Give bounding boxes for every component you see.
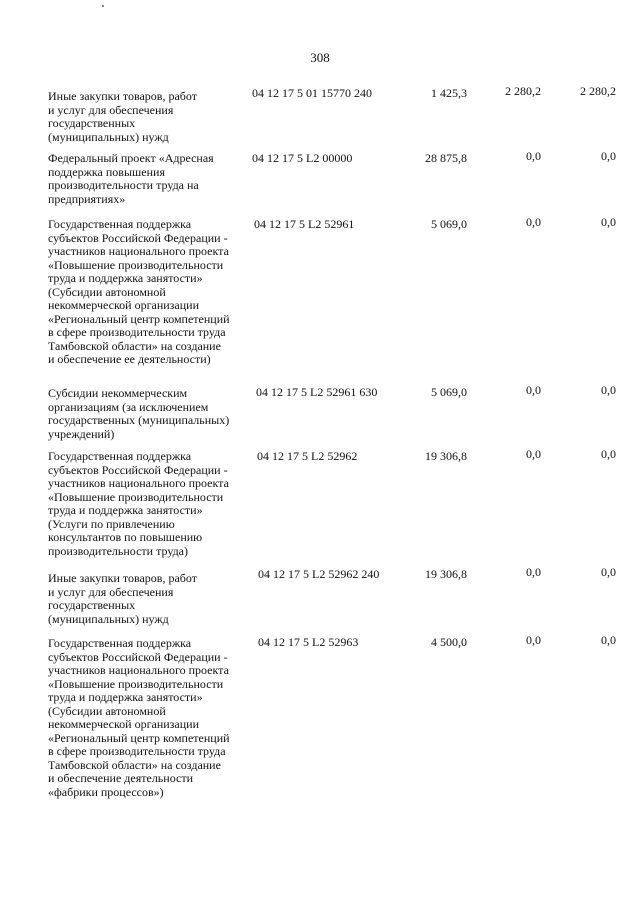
budget-classification-code: 04 12 17 5 L2 52963	[258, 635, 359, 649]
amount-2: 2 280,2	[505, 84, 541, 98]
budget-classification-code: 04 12 17 5 L2 52961 630	[256, 385, 378, 399]
description-line: некоммерческой организации	[48, 717, 200, 731]
description-line: «фабрики процессов»)	[48, 784, 164, 799]
description-line: «Региональный центр компетенций	[48, 311, 230, 326]
description-line: учреждений)	[48, 426, 115, 441]
description-line: некоммерческой организации	[48, 298, 200, 312]
description-line: государственных	[48, 598, 136, 612]
description-line: субъектов Российской Федерации -	[48, 462, 228, 477]
amount-3: 0,0	[601, 215, 616, 229]
amount-1: 5 069,0	[431, 385, 467, 399]
row-description	[48, 387, 260, 441]
row-description	[48, 152, 260, 206]
row-description	[48, 90, 260, 144]
budget-classification-code: 04 12 17 5 01 15770 240	[252, 86, 372, 100]
amount-1: 19 306,8	[425, 567, 467, 581]
description-line: (Субсидии автономной	[48, 284, 166, 299]
amount-3: 0,0	[601, 447, 616, 461]
description-line: консультантов по повышению	[48, 530, 203, 544]
budget-classification-code: 04 12 17 5 L2 52961	[254, 217, 355, 231]
description-line: Тамбовской области» на создание	[48, 338, 221, 353]
description-line: труда и поддержка занятости»	[48, 503, 203, 517]
description-line: Государственная поддержка	[48, 217, 192, 231]
description-line: в сфере производительности труда	[48, 325, 226, 339]
description-line: Федеральный проект «Адресная	[48, 151, 214, 165]
description-line: и обеспечение деятельности	[48, 771, 193, 785]
description-line: «Повышение производительности	[48, 489, 224, 504]
description-line: Субсидии некоммерческим	[48, 386, 188, 400]
description-line: Государственная поддержка	[48, 449, 192, 463]
description-line: производительности труда на	[48, 178, 199, 192]
row-description	[48, 450, 260, 558]
description-line: труда и поддержка занятости»	[48, 690, 203, 704]
description-line: и обеспечение ее деятельности)	[48, 352, 211, 366]
description-line: Иные закупки товаров, работ	[48, 89, 197, 103]
description-line: государственных	[48, 116, 136, 130]
description-line: участников национального проекта	[48, 663, 229, 677]
scan-speck	[102, 5, 104, 7]
amount-1: 19 306,8	[425, 449, 467, 463]
description-line: и услуг для обеспечения	[48, 102, 174, 117]
description-line: государственных (муниципальных)	[48, 413, 230, 427]
amount-3: 0,0	[601, 633, 616, 647]
row-description	[48, 637, 260, 799]
amount-2: 0,0	[526, 383, 541, 397]
budget-classification-code: 04 12 17 5 L2 00000	[252, 151, 353, 165]
amount-2: 0,0	[526, 447, 541, 461]
description-line: субъектов Российской Федерации -	[48, 649, 228, 664]
amount-1: 5 069,0	[431, 217, 467, 231]
description-line: в сфере производительности труда	[48, 744, 226, 758]
description-line: организациям (за исключением	[48, 399, 209, 414]
description-line: труда и поддержка занятости»	[48, 271, 203, 285]
description-line: (муниципальных) нужд	[48, 129, 169, 144]
description-line: Государственная поддержка	[48, 636, 192, 650]
description-line: производительности труда)	[48, 543, 188, 558]
amount-3: 0,0	[601, 565, 616, 579]
amount-1: 1 425,3	[431, 86, 467, 100]
description-line: (Субсидии автономной	[48, 703, 166, 718]
description-line: «Повышение производительности	[48, 676, 224, 691]
description-line: участников национального проекта	[48, 476, 229, 490]
description-line: участников национального проекта	[48, 244, 229, 258]
amount-2: 0,0	[526, 565, 541, 579]
page-number: 308	[310, 50, 330, 65]
description-line: Иные закупки товаров, работ	[48, 571, 197, 585]
amount-3: 2 280,2	[580, 84, 616, 98]
amount-2: 0,0	[526, 633, 541, 647]
row-description	[48, 218, 260, 367]
amount-1: 4 500,0	[431, 635, 467, 649]
description-line: (Услуги по привлечению	[48, 516, 175, 531]
description-line: «Повышение производительности	[48, 257, 224, 272]
amount-2: 0,0	[526, 149, 541, 163]
row-description	[48, 572, 260, 626]
description-line: субъектов Российской Федерации -	[48, 230, 228, 245]
budget-classification-code: 04 12 17 5 L2 52962 240	[258, 567, 380, 581]
description-line: «Региональный центр компетенций	[48, 730, 230, 745]
description-line: предприятиях»	[48, 191, 126, 206]
budget-classification-code: 04 12 17 5 L2 52962	[257, 449, 358, 463]
amount-2: 0,0	[526, 215, 541, 229]
description-line: поддержка повышения	[48, 164, 165, 179]
description-line: (муниципальных) нужд	[48, 611, 169, 626]
amount-3: 0,0	[601, 149, 616, 163]
description-line: Тамбовской области» на создание	[48, 757, 221, 772]
amount-1: 28 875,8	[425, 151, 467, 165]
amount-3: 0,0	[601, 383, 616, 397]
description-line: и услуг для обеспечения	[48, 584, 174, 599]
